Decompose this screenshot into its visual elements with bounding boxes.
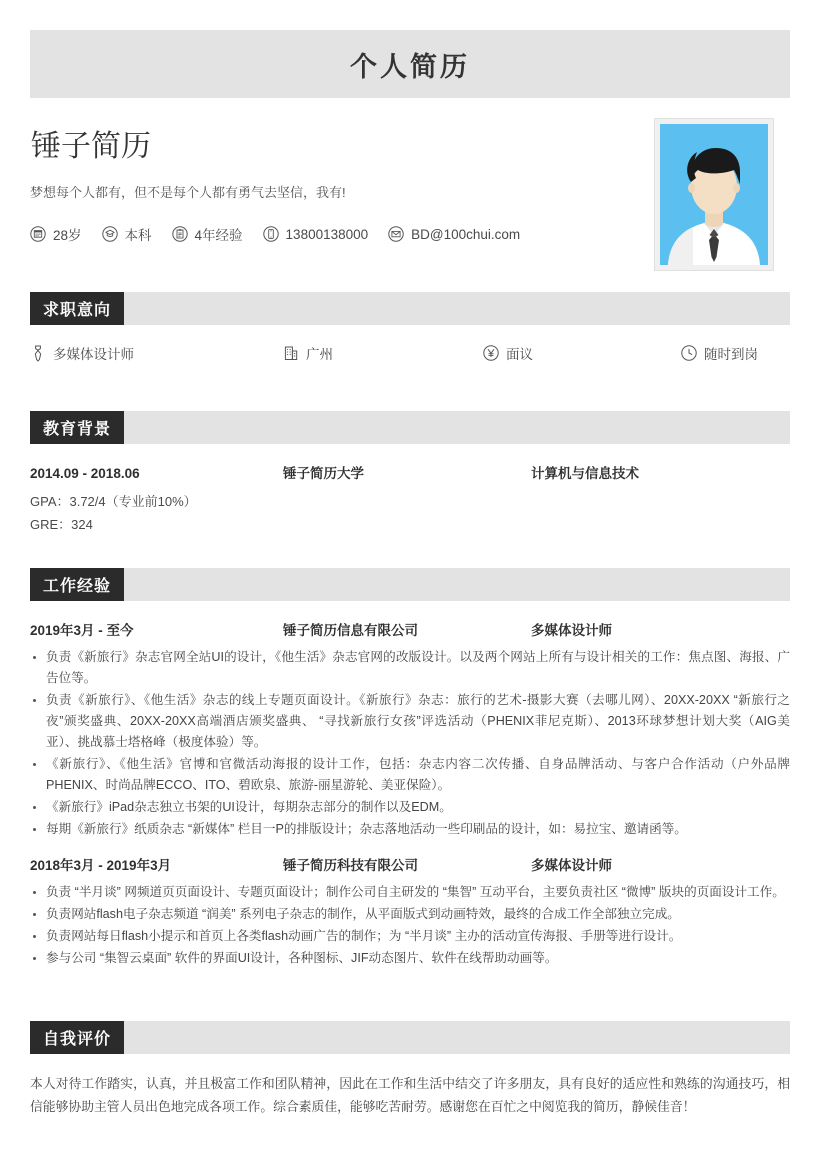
contact-value-experience: 4年经验 (194, 228, 243, 243)
candidate-name: 锤子简历 (31, 130, 151, 163)
contact-item-email (388, 226, 520, 242)
work-bullet-list (30, 647, 790, 840)
phone-icon (263, 226, 279, 242)
candidate-tagline: 梦想每个人都有，但不是每个人都有勇气去坚信，我有! (30, 185, 346, 200)
job-intention-position (30, 343, 283, 363)
work-company: 锤子简历科技有限公司 (283, 858, 418, 873)
list-item: 《新旅行》、《他生活》官博和官微活动海报的设计工作，包括：杂志内容二次传播、自身品牌活动、与客户合作活动（户外品牌PHENIX、时尚品牌ECCO、ITO、碧欧泉、旅游-丽星游轮、美亚保险）。 (30, 754, 790, 796)
section-bar-education (30, 411, 790, 444)
list-item: 负责《新旅行》杂志官网全站UI的设计，《他生活》杂志官网的改版设计。以及两个网站上所有与设计相关的工作：焦点图、海报、广告位等。 (30, 647, 790, 689)
job-intention-city-value: 广州 (306, 347, 333, 362)
job-intention-block (30, 343, 790, 363)
clock-icon (681, 345, 697, 361)
education-major: 计算机与信息技术 (531, 466, 639, 481)
contact-item-experience (172, 224, 243, 244)
tie-icon (30, 344, 46, 362)
self-evaluation-block (30, 1072, 790, 1118)
job-intention-salary-value: 面议 (506, 347, 533, 362)
contact-row (30, 224, 630, 244)
work-date: 2018年3月 - 2019年3月 (30, 858, 172, 873)
section-bar-self-evaluation (30, 1021, 790, 1054)
education-detail-gre: GRE：324 (30, 517, 93, 532)
education-block (30, 462, 790, 535)
contact-item-age (30, 224, 82, 244)
building-icon (283, 344, 299, 362)
education-detail-gpa: GPA：3.72/4（专业前10%） (30, 494, 197, 509)
resume-banner (30, 30, 790, 98)
job-intention-city (283, 343, 483, 363)
list-item: 负责 “半月谈” 网频道页页面设计、专题页面设计；制作公司自主研发的 “集智” 互动平台，主要负责社区 “微博” 版块的页面设计工作。 (30, 882, 790, 903)
job-intention-availability (681, 343, 758, 363)
job-intention-row (30, 343, 790, 363)
clipboard-icon (172, 226, 188, 242)
education-school: 锤子简历大学 (283, 466, 364, 481)
contact-value-age: 28岁 (53, 228, 82, 243)
contact-item-phone (263, 226, 369, 242)
section-title-work: 工作经验 (30, 568, 124, 601)
yen-icon (483, 345, 499, 361)
contact-item-degree (102, 224, 152, 244)
job-intention-position-value: 多媒体设计师 (53, 347, 134, 362)
envelope-icon (388, 226, 404, 242)
section-bar-job-intention (30, 292, 790, 325)
section-title-self-evaluation: 自我评价 (30, 1021, 124, 1054)
contact-value-phone: 13800138000 (285, 226, 369, 242)
contact-value-degree: 本科 (124, 228, 152, 243)
list-item: 《新旅行》iPad杂志独立书架的UI设计，每期杂志部分的制作以及EDM。 (30, 797, 790, 818)
avatar-illustration (660, 124, 768, 265)
work-role: 多媒体设计师 (531, 858, 612, 873)
work-role: 多媒体设计师 (531, 623, 612, 638)
work-company: 锤子简历信息有限公司 (283, 623, 418, 638)
work-bullet-list (30, 882, 790, 969)
work-entry-2 (30, 854, 790, 970)
section-title-education: 教育背景 (30, 411, 124, 444)
list-item: 负责《新旅行》、《他生活》杂志的线上专题页面设计。《新旅行》杂志：旅行的艺术-摄影大赛（去哪儿网）、20XX-20XX “新旅行之夜”颁奖盛典、20XX-20XX高端酒店颁奖盛典、 “寻找新旅行女孩”评选活动（PHENIX菲尼克斯）、2013环球梦想计划大奖（AIG美亚）、挑战慕士塔格峰（极度体验）等。 (30, 690, 790, 753)
identity-block (30, 128, 630, 244)
work-date: 2019年3月 - 至今 (30, 623, 134, 638)
graduation-cap-icon (102, 226, 118, 242)
work-entry-1 (30, 619, 790, 841)
avatar (654, 118, 774, 271)
list-item: 负责网站flash电子杂志频道 “润美” 系列电子杂志的制作，从平面版式到动画特效，最终的合成工作全部独立完成。 (30, 904, 790, 925)
contact-value-email: BD@100chui.com (411, 226, 521, 242)
section-title-job-intention: 求职意向 (30, 292, 124, 325)
list-item: 负责网站每日flash小提示和首页上各类flash动画广告的制作；为 “半月谈” 主办的活动宣传海报、手册等进行设计。 (30, 926, 790, 947)
job-intention-availability-value: 随时到岗 (704, 347, 758, 362)
self-evaluation-text: 本人对待工作踏实，认真，并且极富工作和团队精神，因此在工作和生活中结交了许多朋友，具有良好的适应性和熟练的沟通技巧，相信能够协助主管人员出色地完成各项工作。综合素质佳，能够吃苦耐劳。感谢您在百忙之中阅览我的简历，静候佳音！ (30, 1076, 790, 1114)
list-item: 参与公司 “集智云桌面” 软件的界面UI设计，各种图标、JIF动态图片、软件在线帮助动画等。 (30, 948, 790, 969)
job-intention-salary (483, 343, 681, 363)
section-bar-work (30, 568, 790, 601)
education-entry-header (30, 462, 790, 482)
list-item: 每期《新旅行》纸质杂志 “新媒体” 栏目一P的排版设计；杂志落地活动一些印刷品的设计，如：易拉宝、邀请函等。 (30, 819, 790, 840)
page-title: 个人简历 (350, 51, 470, 82)
work-entry-header (30, 619, 790, 639)
education-date: 2014.09 - 2018.06 (30, 466, 140, 481)
calendar-icon (30, 226, 46, 242)
work-entry-header (30, 854, 790, 874)
